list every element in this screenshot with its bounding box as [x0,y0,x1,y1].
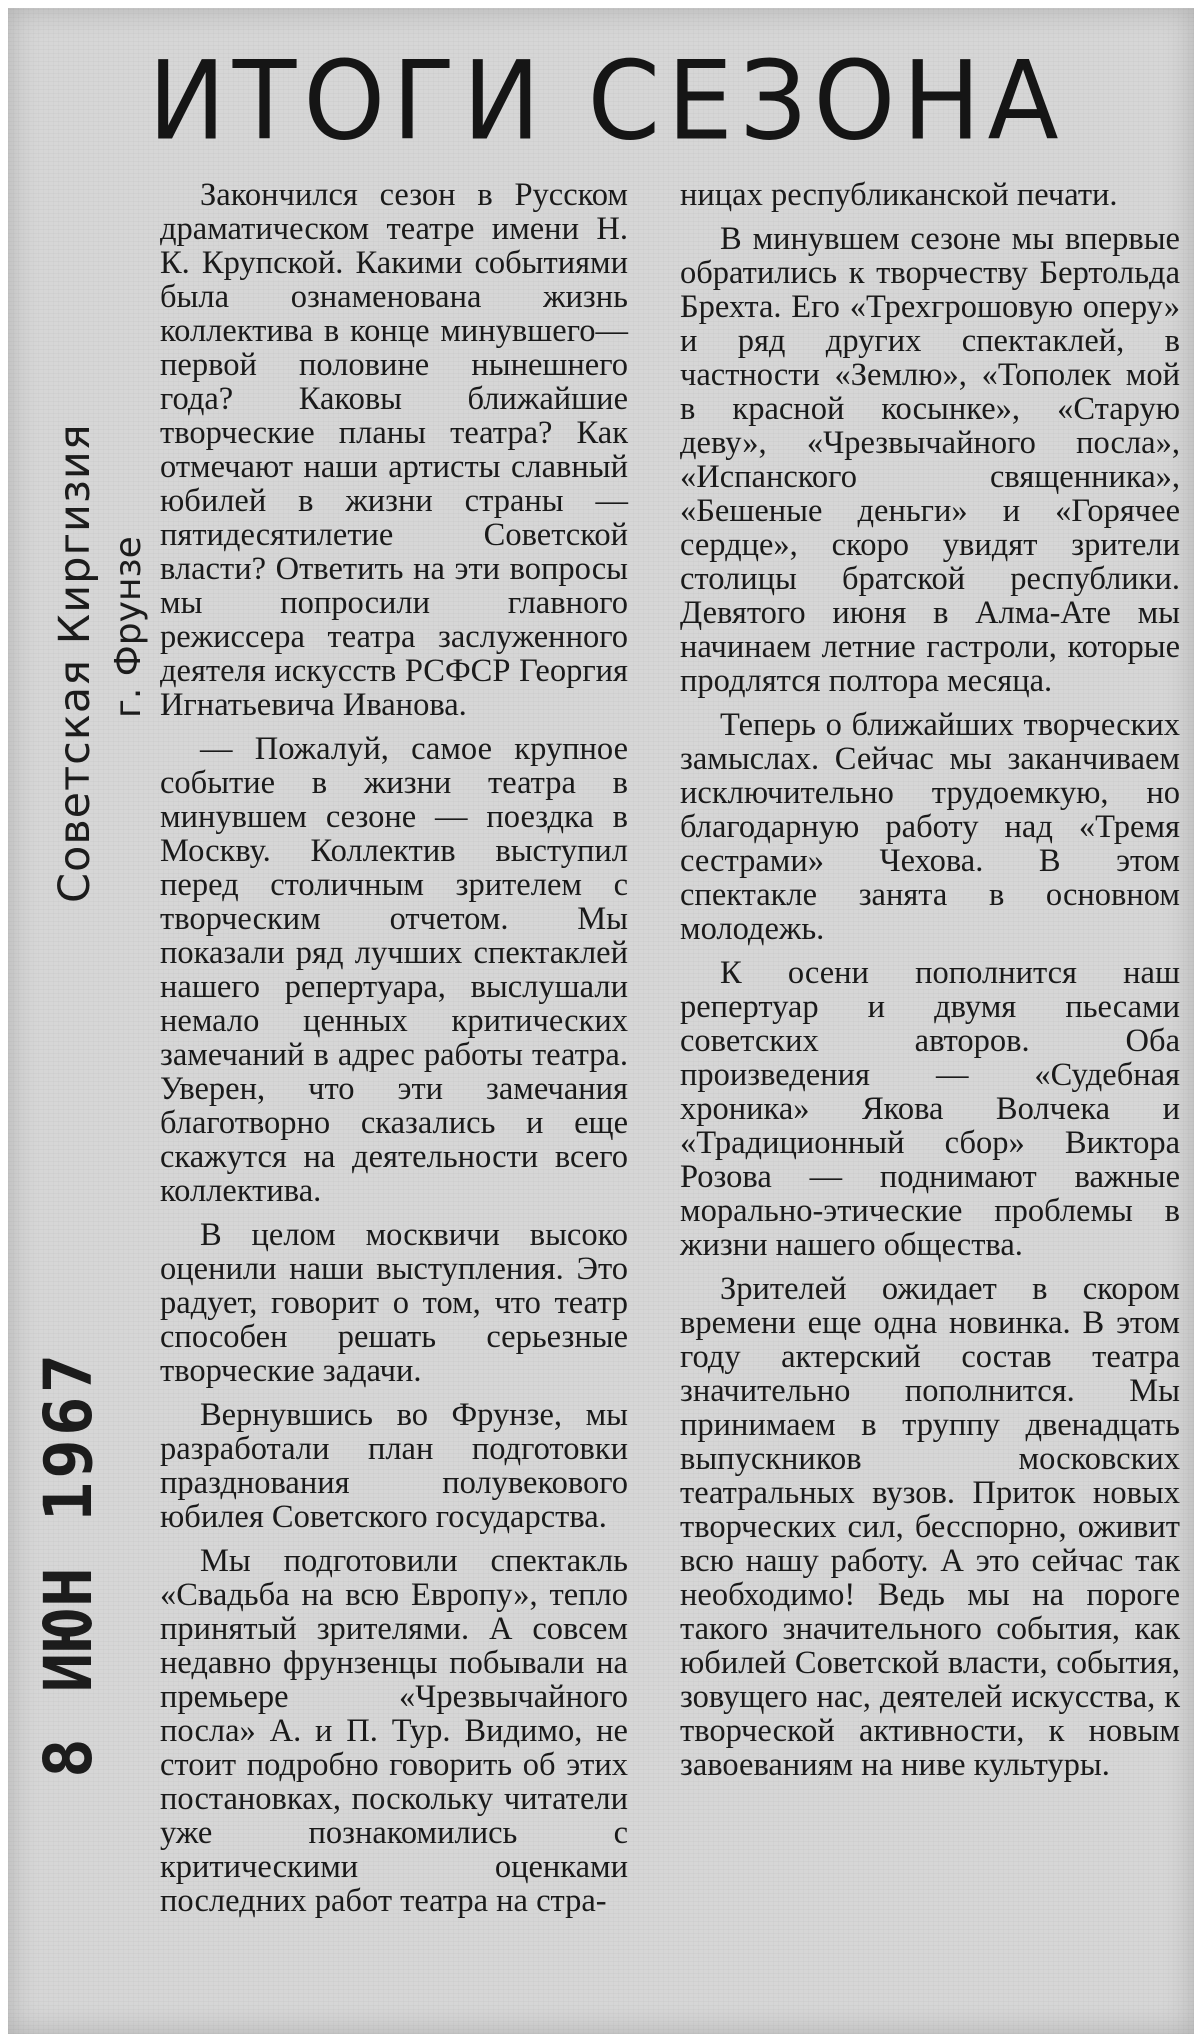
paragraph: ницах республиканской печати. [680,177,1118,213]
paragraph: Вернувшись во Фрунзе, мы разработали план подготовки празднования полувекового юбилея Советского государства. [160,1397,628,1535]
paragraph: Мы подготовили спектакль «Свадьба на всю Европу», тепло принятый зрителями. А совсем недавно фрунзенцы побывали на премьере «Чрезвычайного посла» А. и П. Тур. Видимо, не стоит подробно говорить об этих постановках, поскольку читатели уже познакомились с критическими оценками последних работ театра на стра- [160,1543,628,1919]
source-newspaper-name: Советская Киргизия [50,423,100,903]
article-column-left [160,178,628,1928]
source-city: г. Фрунзе [108,536,149,718]
paragraph: Теперь о ближайших творческих замыслах. Сейчас мы заканчиваем исключительно трудоемкую, но благодарную работу над «Тремя сестрами» Чехова. В этом спектакле занята в основном молодежь. [680,707,1180,947]
date-stamp: 8 ИЮН 1967 [30,1350,107,1778]
paragraph: В минувшем сезоне мы впервые обратились к творчеству Бертольда Брехта. Его «Трехгрошовую оперу» и ряд других спектаклей, в частности «Землю», «Тополек мой в красной косынке», «Старую деву», «Чрезвычайного посла», «Испанского священника», «Бешеные деньги» и «Горячее сердце», скоро увидят зрители столицы братской республики. Девятого июня в Алма-Ате мы начинаем летние гастроли, которые продлятся полтора месяца. [680,221,1180,699]
paragraph: В целом москвичи высоко оценили наши выступления. Это радует, говорит о том, что театр способен решать серьезные творческие задачи. [160,1217,628,1389]
headline: ИТОГИ СЕЗОНА [148,36,1066,165]
newspaper-clipping [8,8,1194,2034]
paragraph: Закончился сезон в Русском драматическом театре имени Н. К. Крупской. Какими событиями была ознаменована жизнь коллектива в конце минувшего—первой половине нынешнего года? Каковы ближайшие творческие планы театра? Как отмечают наши артисты славный юбилей в жизни страны — пятидесятилетие Советской власти? Ответить на эти вопросы мы попросили главного режиссера театра заслуженного деятеля искусств РСФСР Георгия Игнатьевича Иванова. [160,177,628,723]
article-column-right [680,178,1180,1792]
paragraph: К осени пополнится наш репертуар и двумя пьесами советских авторов. Оба произведения — «Судебная хроника» Якова Волчека и «Традиционный сбор» Виктора Розова — поднимают важные морально-этические проблемы в жизни нашего общества. [680,955,1180,1263]
paragraph: Зрителей ожидает в скором времени еще одна новинка. В этом году актерский состав театра значительно пополнится. Мы принимаем в труппу двенадцать выпускников московских театральных вузов. Приток новых творческих сил, бесспорно, оживит всю нашу работу. А это сейчас так необходимо! Ведь мы на пороге такого значительного события, как юбилей Советской власти, события, зовущего нас, деятелей искусства, к творческой активности, к новым завоеваниям на ниве культуры. [680,1271,1180,1783]
paragraph: — Пожалуй, самое крупное событие в жизни театра в минувшем сезоне — поездка в Москву. Коллектив выступил перед столичным зрителем с творческим отчетом. Мы показали ряд лучших спектаклей нашего репертуара, выслушали немало ценных критических замечаний в адрес работы театра. Уверен, что эти замечания благотворно сказались и еще скажутся на деятельности всего коллектива. [160,731,628,1209]
